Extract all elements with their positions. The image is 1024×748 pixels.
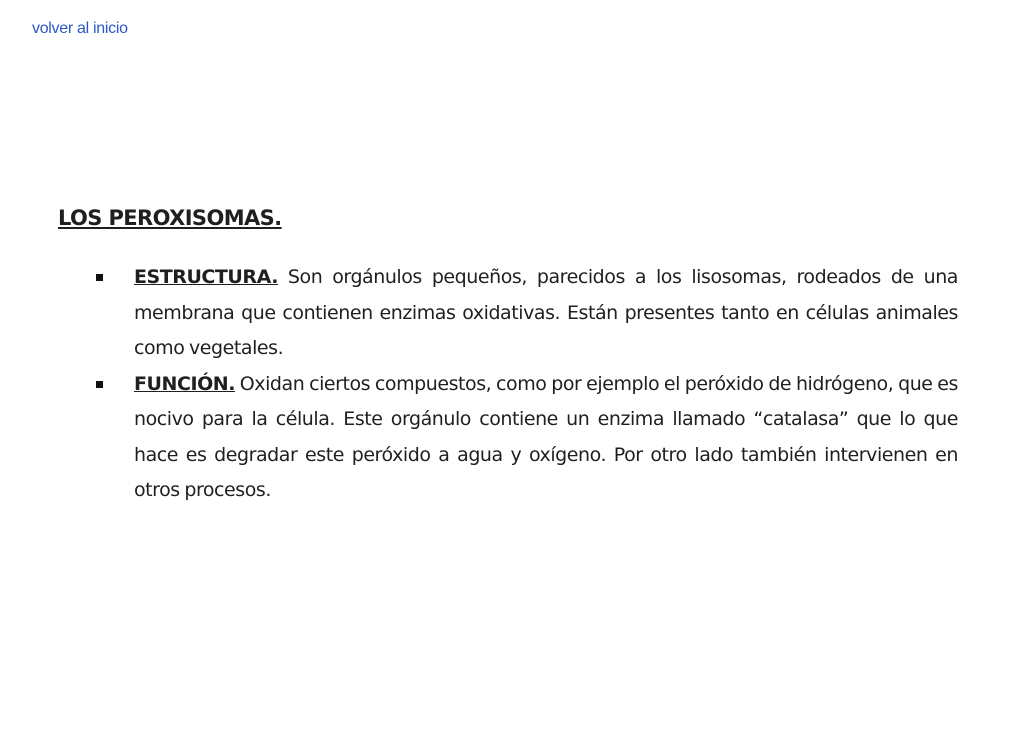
document-content xyxy=(58,200,958,509)
list-item-estructura xyxy=(58,260,958,367)
square-bullet-icon xyxy=(96,274,103,281)
document-title: LOS PEROXISOMAS. xyxy=(58,206,282,230)
square-bullet-icon xyxy=(96,381,103,388)
definition-list xyxy=(58,260,958,509)
item-heading: FUNCIÓN. xyxy=(134,372,235,395)
back-to-home-link[interactable]: volver al inicio xyxy=(32,20,128,37)
item-text: Son orgánulos pequeños, parecidos a los lisosomas, rodeados de una membrana que contienen enzimas oxidativas. Están presentes tanto en células animales como vegetales. xyxy=(134,266,958,359)
list-item-funcion xyxy=(58,367,958,509)
item-heading: ESTRUCTURA. xyxy=(134,266,278,288)
item-text: Oxidan ciertos compuestos, como por ejemplo el peróxido de hidrógeno, que es nocivo para la célula. Este orgánulo contiene un enzima llamado “catalasa” que lo que hace es degradar este peróxido a agua y oxígeno. Por otro lado también intervienen en otros procesos. xyxy=(134,372,958,501)
